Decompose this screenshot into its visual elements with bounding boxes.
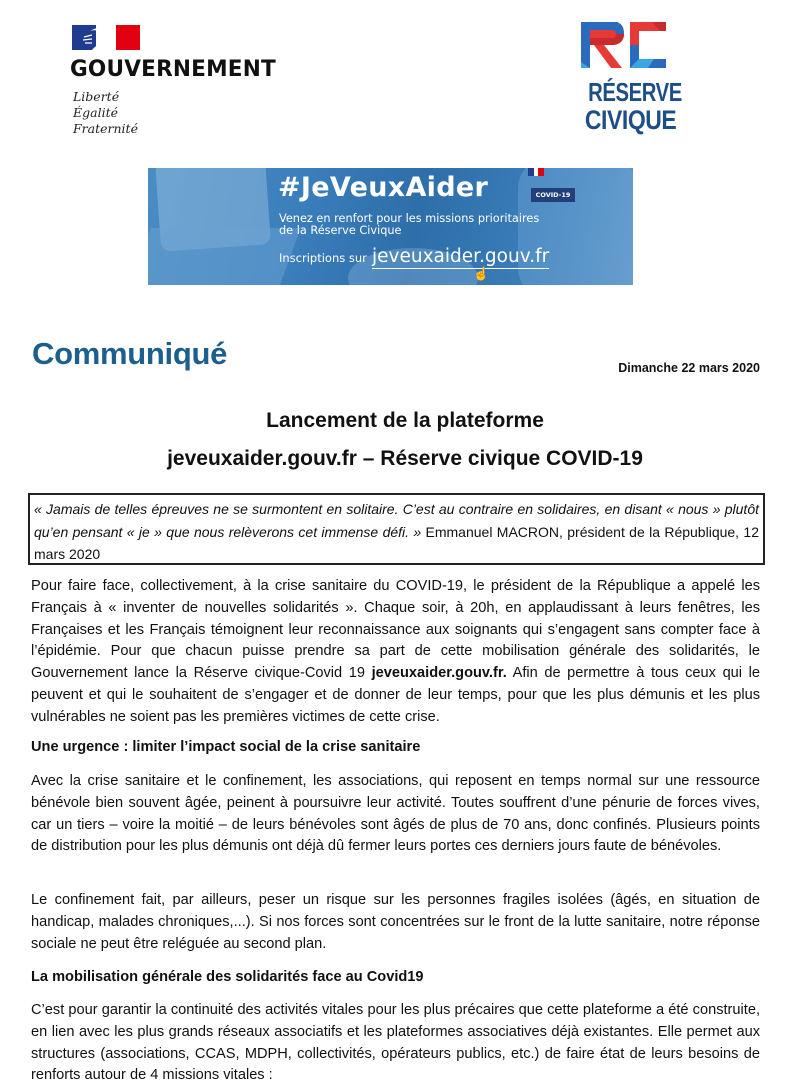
paragraph-confinement: Le confinement fait, par ailleurs, peser un risque sur les personnes fragiles isolées (âgés, en situation de handicap, malades chroniques,...). Si nos forces sont concentrées sur le front de la lutte sanitaire, notre réponse sociale ne peut être reléguée au second plan. bbox=[31, 892, 760, 952]
banner-photo-shape bbox=[148, 228, 301, 285]
government-motto bbox=[73, 89, 138, 137]
banner-hashtag: #JeVeuxAider bbox=[278, 172, 489, 203]
rc-line1: RÉSERVE bbox=[588, 77, 682, 107]
title-line1: Lancement de la plateforme bbox=[266, 409, 544, 432]
reserve-civique-logo-text bbox=[578, 77, 682, 135]
rc-line2: CIVIQUE bbox=[584, 105, 677, 135]
quote-text: « Jamais de telles épreuves ne se surmontent en solitaire. C’est au contraire en solidaires, en disant « nous » plutôt qu’en pensant « je » que nous relèverons cet immense défi. » bbox=[34, 501, 759, 540]
motto-fraternite: Fraternité bbox=[73, 121, 138, 136]
section-heading-mobilisation: La mobilisation générale des solidarités face au Covid19 bbox=[31, 969, 424, 985]
inscriptions-label: Inscriptions sur bbox=[279, 251, 367, 265]
paragraph-associations: Avec la crise sanitaire et le confinement, les associations, qui reposent en temps normal sur une ressource bénévole bien souvent âgée, peinent à poursuivre leur activité. Toutes souffrent d’une pénurie de forces vives, car un tiers – voire la moitié – de leurs bénévoles sont âgés de plus de 70 ans, donc confinés. Plusieurs points de distribution pour les plus démunis ont déjà dû fermer leurs portes ces derniers jours faute de bénévoles. bbox=[31, 773, 760, 855]
website-link[interactable]: jeveuxaider.gouv.fr. bbox=[371, 665, 507, 682]
document-type-heading: Communiqué bbox=[32, 336, 228, 371]
motto-liberte: Liberté bbox=[73, 89, 120, 104]
title-line2: jeveuxaider.gouv.fr – Réserve civique COVID-19 bbox=[167, 447, 643, 470]
quote-attribution: Emmanuel MACRON, président de la République, 12 mars 2020 bbox=[34, 523, 759, 562]
banner-url-link[interactable]: jeveuxaider.gouv.fr bbox=[372, 246, 550, 267]
paragraph-intro-part2: Afin de permettre à tous ceux qui le peuvent et qui le souhaitent de s’engager et de donner de leur temps, pour que les plus démunis et les plus vulnérables ne soient pas les premières victimes de cette crise. bbox=[31, 665, 761, 725]
paragraph-intro-part1: Pour faire face, collectivement, à la crise sanitaire du COVID-19, le président de la République a appelé les Français à « inventer de nouvelles solidarités ». Chaque soir, à 20h, en applaudissant à leurs fenêtres, les Françaises et les Français témoignent leur reconnaissance aux soignants qui s’engagent sans compter face à l’épidémie. Pour que chacun puisse prendre sa part de cette mobilisation générale des solidarités, le Gouvernement lance la Réserve civique-Covid 19 bbox=[31, 578, 760, 682]
banner-subtitle-line2: de la Réserve Civique bbox=[279, 224, 402, 237]
french-flag-icon bbox=[528, 168, 544, 176]
government-logo-text: GOUVERNEMENT bbox=[70, 56, 276, 82]
document-title bbox=[0, 402, 810, 478]
section-heading-urgence: Une urgence : limiter l’impact social de la crise sanitaire bbox=[31, 739, 421, 755]
banner-subtitle bbox=[279, 213, 539, 237]
paragraph-intro bbox=[31, 576, 760, 729]
covid-badge: COVID-19 bbox=[531, 188, 575, 202]
banner-inscriptions bbox=[279, 246, 549, 267]
marianne-flag-icon bbox=[72, 25, 140, 50]
paragraph-plateforme: C’est pour garantir la continuité des activités vitales pour les plus précaires que cette plateforme a été construite, en lien avec les plus grands réseaux associatifs et les plateformes associatives déjà existantes. Elle permet aux structures (associations, CCAS, MDPH, collectivités, opérateurs publics, etc.) de faire état de leurs besoins de renforts autour de 4 missions vitales : bbox=[31, 1002, 760, 1084]
motto-egalite: Égalité bbox=[73, 105, 118, 120]
quote-box bbox=[28, 493, 765, 565]
jeveuxaider-banner[interactable] bbox=[148, 168, 633, 285]
hand-pointer-icon: ☝ bbox=[473, 266, 490, 281]
banner-subtitle-line1: Venez en renfort pour les missions prioritaires bbox=[279, 212, 540, 225]
document-date: Dimanche 22 mars 2020 bbox=[618, 361, 760, 375]
